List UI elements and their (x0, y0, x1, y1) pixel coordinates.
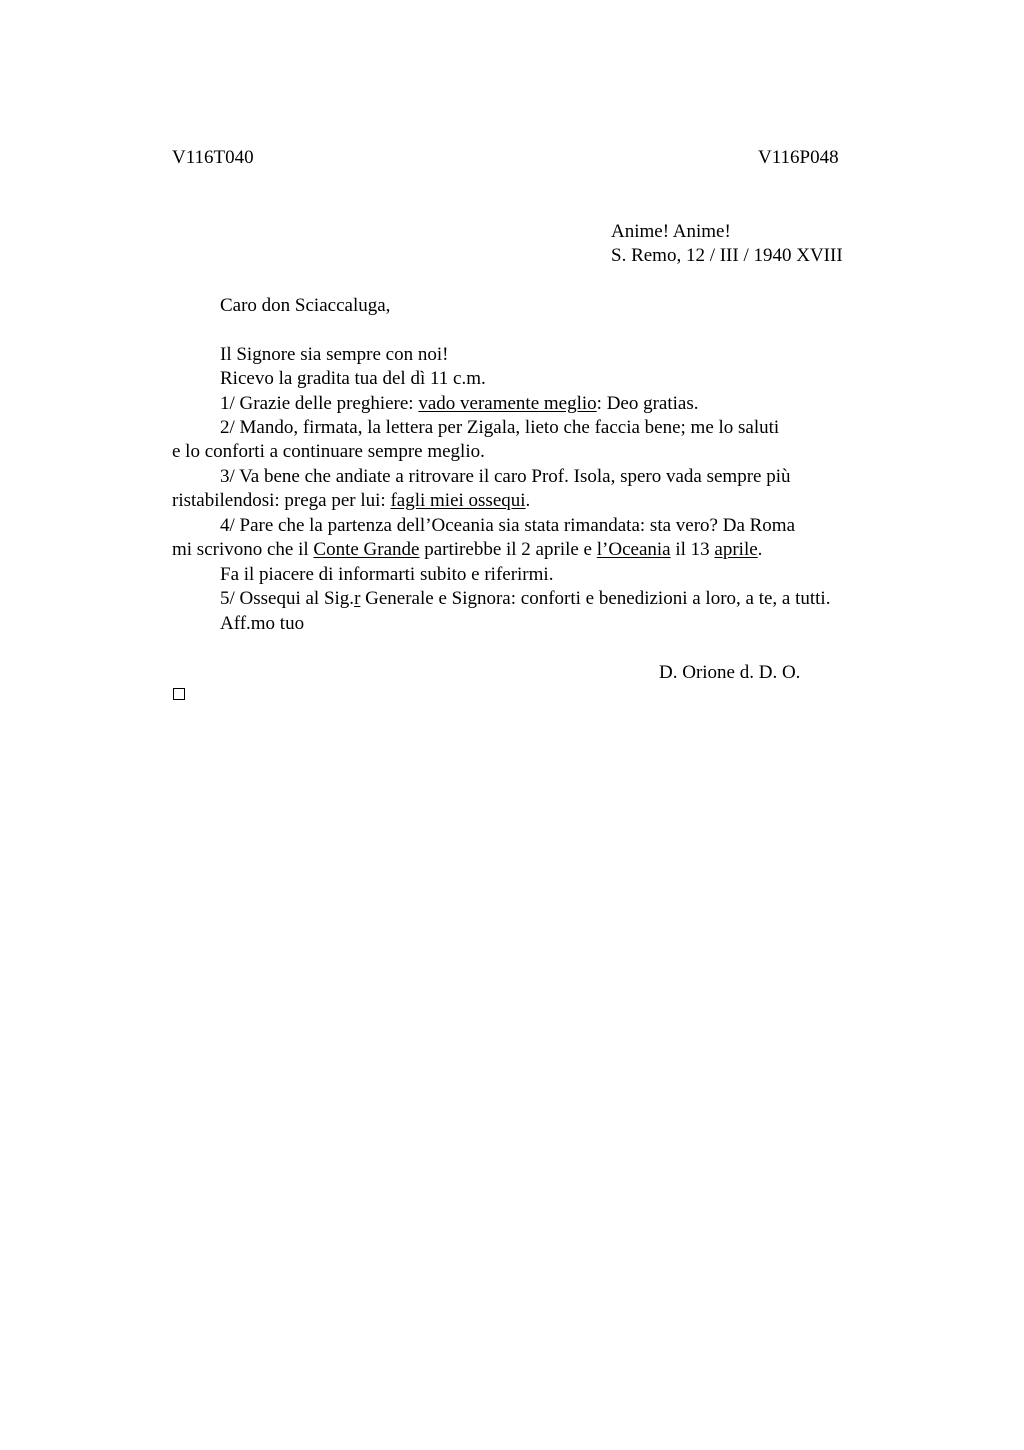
ship-conte-grande: Conte Grande (313, 539, 420, 560)
paragraph-5: Fa il piacere di informarti subito e riferirmi. (220, 564, 554, 585)
paragraph-2-line-1: 2/ Mando, firmata, la lettera per Zigala, lieto che faccia bene; me lo saluti (220, 417, 780, 438)
paragraph-3-line-2 (172, 489, 530, 513)
paragraph-6-underlined: r (354, 588, 361, 609)
paragraph-1-text-b: : Deo gratias. (596, 393, 699, 414)
paragraph-4-line-2 (172, 538, 762, 562)
signature: D. Orione d. D. O. (659, 662, 801, 683)
paragraph-6 (220, 587, 830, 611)
paragraph-6-text-a: 5/ Ossequi al Sig. (220, 588, 355, 609)
date-aprile: aprile (714, 539, 758, 560)
paragraph-4-line-1: 4/ Pare che la partenza dell’Oceania sia stata rimandata: sta vero? Da Roma (220, 515, 796, 536)
body-line-1: Il Signore sia sempre con noi! (220, 344, 449, 365)
closing: Aff.mo tuo (220, 613, 305, 634)
header-right-code: V116P048 (758, 147, 839, 168)
empty-box-icon (173, 688, 185, 700)
paragraph-3-underlined: fagli miei ossequi (390, 490, 526, 511)
paragraph-3-line-1: 3/ Va bene che andiate a ritrovare il caro Prof. Isola, spero vada sempre più (220, 466, 791, 487)
paragraph-1 (220, 392, 699, 416)
motto: Anime! Anime! (611, 221, 731, 242)
paragraph-6-text-b: Generale e Signora: conforti e benedizioni a loro, a te, a tutti. (360, 588, 831, 609)
paragraph-1-underlined: vado veramente meglio (418, 393, 597, 414)
header-left-code: V116T040 (172, 147, 254, 168)
body-line-2: Ricevo la gradita tua del dì 11 c.m. (220, 368, 486, 389)
paragraph-1-text-a: 1/ Grazie delle preghiere: (220, 393, 419, 414)
paragraph-3-text-b: . (525, 490, 531, 511)
paragraph-3-text-a: ristabilendosi: prega per lui: (172, 490, 391, 511)
paragraph-2-line-2: e lo conforti a continuare sempre meglio. (172, 441, 485, 462)
place-date: S. Remo, 12 / III / 1940 XVIII (611, 245, 843, 266)
paragraph-4-text-a: mi scrivono che il (172, 539, 314, 560)
salutation: Caro don Sciaccaluga, (220, 295, 391, 316)
paragraph-4-text-d: . (757, 539, 763, 560)
ship-oceania: l’Oceania (596, 539, 671, 560)
paragraph-4-text-b: partirebbe il 2 aprile e (419, 539, 597, 560)
paragraph-4-text-c: il 13 (670, 539, 715, 560)
